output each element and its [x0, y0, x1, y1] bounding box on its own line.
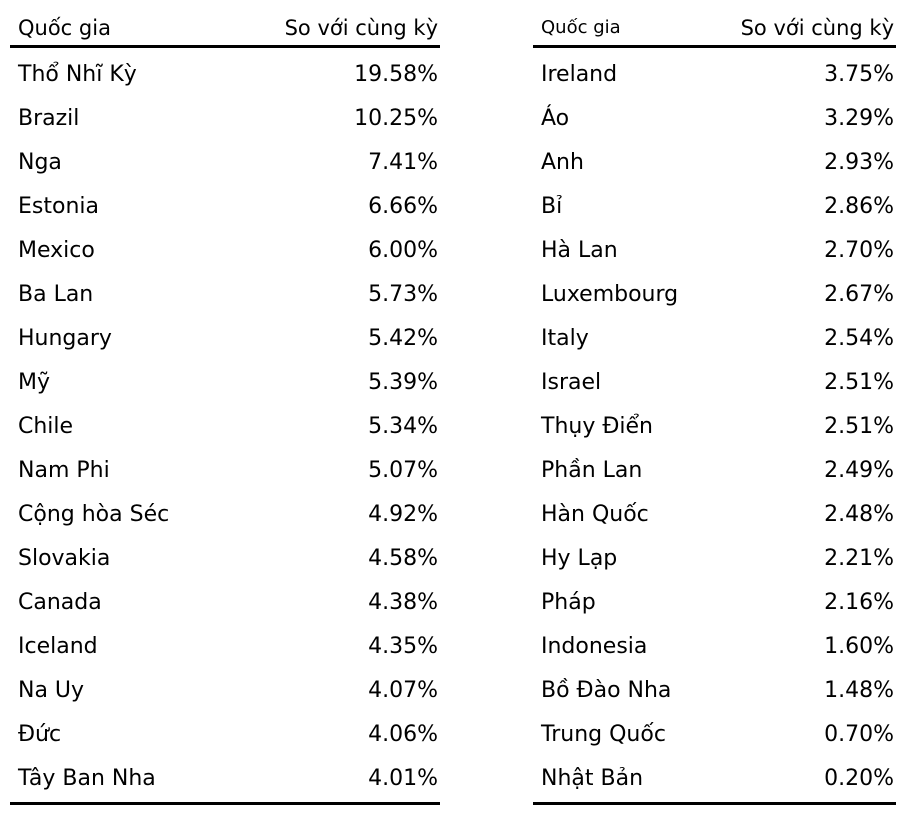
table-row: [533, 52, 896, 96]
country-cell: Phần Lan: [541, 457, 643, 483]
table-row: [533, 712, 896, 756]
yoy-value-cell: 5.07%: [368, 457, 438, 483]
left-table: [10, 10, 440, 805]
country-cell: Thụy Điển: [541, 413, 653, 439]
yoy-value-cell: 2.48%: [824, 501, 894, 527]
country-cell: Israel: [541, 369, 602, 395]
table-body: [533, 52, 896, 805]
country-cell: Chile: [18, 413, 74, 439]
country-cell: Hungary: [18, 325, 112, 351]
country-cell: Iceland: [18, 633, 98, 659]
country-cell: Bồ Đào Nha: [541, 677, 672, 703]
table-row: [533, 580, 896, 624]
table-row: [533, 140, 896, 184]
yoy-value-cell: 4.07%: [368, 677, 438, 703]
table-row: [10, 96, 440, 140]
yoy-value-cell: 2.67%: [824, 281, 894, 307]
table-row: [10, 272, 440, 316]
country-column-header: Quốc gia: [18, 15, 111, 40]
table-row: [10, 624, 440, 668]
table-body: [10, 52, 440, 805]
country-cell: Nga: [18, 149, 62, 175]
country-cell: Hà Lan: [541, 237, 618, 263]
yoy-value-cell: 4.01%: [368, 765, 438, 791]
yoy-value-cell: 4.38%: [368, 589, 438, 615]
country-cell: Hàn Quốc: [541, 501, 649, 527]
yoy-value-cell: 2.51%: [824, 413, 894, 439]
yoy-value-cell: 6.00%: [368, 237, 438, 263]
country-cell: Đức: [18, 721, 62, 747]
country-cell: Anh: [541, 149, 584, 175]
country-cell: Italy: [541, 325, 589, 351]
table-row: [533, 184, 896, 228]
country-cell: Estonia: [18, 193, 99, 219]
yoy-value-cell: 5.39%: [368, 369, 438, 395]
table-row: [10, 404, 440, 448]
country-column-header: Quốc gia: [541, 17, 621, 38]
table-row: [10, 52, 440, 96]
yoy-column-header: So với cùng kỳ: [284, 15, 438, 40]
country-cell: Ireland: [541, 61, 618, 87]
table-row: [533, 404, 896, 448]
table-header: [533, 10, 896, 48]
table-row: [533, 316, 896, 360]
yoy-value-cell: 10.25%: [354, 105, 438, 131]
country-cell: Luxembourg: [541, 281, 679, 307]
country-cell: Trung Quốc: [541, 721, 666, 747]
country-cell: Mexico: [18, 237, 95, 263]
yoy-value-cell: 2.21%: [824, 545, 894, 571]
table-row: [10, 756, 440, 800]
country-cell: Hy Lạp: [541, 545, 618, 571]
table-row: [533, 272, 896, 316]
yoy-value-cell: 2.16%: [824, 589, 894, 615]
yoy-value-cell: 5.42%: [368, 325, 438, 351]
table-row: [533, 448, 896, 492]
country-cell: Nhật Bản: [541, 765, 644, 791]
right-table: [533, 10, 896, 805]
table-row: [10, 536, 440, 580]
country-cell: Cộng hòa Séc: [18, 501, 170, 527]
table-header: [10, 10, 440, 48]
country-cell: Nam Phi: [18, 457, 110, 483]
country-cell: Indonesia: [541, 633, 648, 659]
yoy-column-header: So với cùng kỳ: [740, 15, 894, 40]
table-row: [10, 228, 440, 272]
table-row: [533, 668, 896, 712]
yoy-value-cell: 5.73%: [368, 281, 438, 307]
yoy-value-cell: 4.58%: [368, 545, 438, 571]
yoy-value-cell: 1.60%: [824, 633, 894, 659]
yoy-value-cell: 19.58%: [354, 61, 438, 87]
table-row: [10, 580, 440, 624]
yoy-value-cell: 2.93%: [824, 149, 894, 175]
country-cell: Canada: [18, 589, 102, 615]
table-row: [533, 96, 896, 140]
yoy-value-cell: 0.70%: [824, 721, 894, 747]
country-cell: Pháp: [541, 589, 596, 615]
yoy-value-cell: 2.49%: [824, 457, 894, 483]
country-cell: Slovakia: [18, 545, 111, 571]
yoy-value-cell: 4.06%: [368, 721, 438, 747]
table-row: [10, 316, 440, 360]
table-row: [10, 492, 440, 536]
yoy-value-cell: 2.86%: [824, 193, 894, 219]
table-row: [533, 360, 896, 404]
country-cell: Thổ Nhĩ Kỳ: [18, 61, 137, 87]
yoy-value-cell: 7.41%: [368, 149, 438, 175]
country-cell: Tây Ban Nha: [18, 765, 156, 791]
yoy-value-cell: 2.70%: [824, 237, 894, 263]
yoy-value-cell: 1.48%: [824, 677, 894, 703]
country-cell: Na Uy: [18, 677, 85, 703]
country-cell: Brazil: [18, 105, 80, 131]
table-row: [533, 492, 896, 536]
country-cell: Mỹ: [18, 369, 51, 395]
table-row: [533, 624, 896, 668]
table-row: [533, 536, 896, 580]
table-row: [10, 184, 440, 228]
table-row: [10, 360, 440, 404]
yoy-value-cell: 4.35%: [368, 633, 438, 659]
yoy-value-cell: 2.51%: [824, 369, 894, 395]
table-row: [10, 140, 440, 184]
table-row: [533, 756, 896, 800]
country-cell: Bỉ: [541, 193, 563, 219]
table-row: [10, 712, 440, 756]
yoy-value-cell: 2.54%: [824, 325, 894, 351]
table-row: [10, 668, 440, 712]
table-row: [533, 228, 896, 272]
yoy-value-cell: 0.20%: [824, 765, 894, 791]
yoy-value-cell: 3.75%: [824, 61, 894, 87]
table-row: [10, 448, 440, 492]
yoy-value-cell: 6.66%: [368, 193, 438, 219]
country-cell: Áo: [541, 105, 570, 131]
country-cell: Ba Lan: [18, 281, 94, 307]
yoy-value-cell: 3.29%: [824, 105, 894, 131]
yoy-value-cell: 4.92%: [368, 501, 438, 527]
yoy-value-cell: 5.34%: [368, 413, 438, 439]
